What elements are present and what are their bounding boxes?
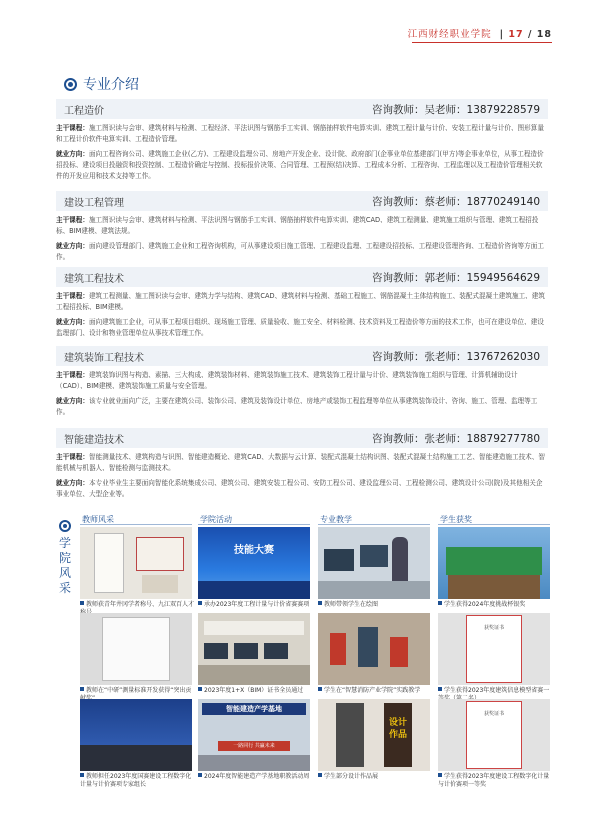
photo-caption: 学生获得2024年度挑战杯银奖 [438,601,552,609]
major-core-courses: 主干课程：建筑工程测量、施工图识读与会审、建筑力学与结构、建筑CAD、建筑材料与检测、基础工程施工、钢筋混凝土主体结构施工、装配式混凝土建筑施工、建筑工程招投标、BIM建模。 [56,292,545,311]
photo-challenge-cup [438,527,550,599]
photo-bim-certificate [438,613,550,685]
major-name: 智能建造技术 [64,434,124,446]
photo-bim-classroom [198,613,310,685]
photo-skills-competition [198,527,310,599]
photo-banner-text: 智能建造产学基地 [202,703,306,715]
major-career: 就业方向：面向工程咨询公司、建筑施工企业(乙方)、工程建设监理公司、房地产开发企业、设计院、政府部门(企事业单位基建部门(甲方)等企事业单位，从事工程造价招投标、建设项目投融资和投资控制、工程造价确定与控制、投标报价决策、合同管理、工程预(结)决算、工程成本分析、工程咨询、工程监理以及工程造价管理相关软件的开发应用和技术支持等工作。 [56,150,544,180]
major-contact: 咨询教师：郭老师：15949564629 [372,271,540,284]
square-bullet-icon [438,773,442,777]
gallery-column-title: 教师风采 [82,515,114,524]
gallery-label [58,520,72,596]
photo-caption: 承办2023年度工程计量与计价省赛赛项 [198,601,312,609]
photo-design-works [318,699,430,771]
major-core-courses: 主干课程：智能测量技术、建筑构造与识图、智能建造概论、建筑CAD、大数据与云计算、装配式混凝土结构识图、装配式混凝土结构施工工艺、智能建造施工技术、智能机械与机器人、智能检测与监测技术。 [56,453,545,472]
square-bullet-icon [80,687,84,691]
major-name: 工程造价 [64,105,104,117]
major-name: 建设工程管理 [64,197,124,209]
column-rule [318,524,430,525]
square-bullet-icon [80,601,84,605]
circle-bullet-icon [64,78,77,91]
major-block [56,346,548,418]
photo-pricing-certificate [438,699,550,771]
square-bullet-icon [318,773,322,777]
square-bullet-icon [318,601,322,605]
photo-caption: 2024年度智能建造产学基地职教活动周 [198,773,312,781]
major-contact: 咨询教师：张老师：13767262030 [372,350,540,363]
photo-caption: 教师在“中研”测量标准开发获得“突出贡 [80,687,194,703]
square-bullet-icon [80,773,84,777]
photo-caption: 教师带领学生在绘图 [318,601,432,609]
photo-teacher-award [80,613,192,685]
gallery-label-text: 学院风采 [58,536,71,595]
major-header-bar [56,267,548,287]
major-block [56,267,548,339]
major-header-bar [56,346,548,366]
column-rule [198,524,310,525]
square-bullet-icon [438,601,442,605]
photo-teacher-certificates [80,527,192,599]
circle-bullet-icon [59,520,71,532]
photo-ribbon-text: 一路同行 共赢未来 [218,741,290,751]
gallery-column-title: 学院活动 [200,515,232,524]
square-bullet-icon [318,687,322,691]
gallery-column-title: 专业教学 [320,515,352,524]
certificate-title: 获奖证书 [466,615,522,683]
column-rule [438,524,550,525]
page-number: | 17 / 18 [499,29,552,40]
photo-caption: 教师担任2023年度国赛建设工程数字化计量与计价赛项专家组长 [80,773,192,788]
major-career: 就业方向：该专业就业面向广泛，主要在建筑公司、装饰公司、建筑及装饰设计单位、房地产或装饰工程监理等单位从事建筑装饰设计、咨询、施工、管理、监理等工作。 [56,397,538,416]
photo-caption: 学生获得2023年度建筑信息模型省赛一 [438,687,552,703]
header-rule [412,42,552,43]
major-career: 就业方向：面向建设管理部门、建筑施工企业和工程咨询机构，可从事建设项目施工管理、工程建设监理、工程建设招投标、工程建设管理咨询、工程造价咨询等方面工作。 [56,242,544,261]
major-core-courses: 主干课程：施工图识读与会审、建筑材料与检测、工程经济、平法识图与钢筋手工实训、钢筋抽样软件电算实训、建筑工程计量与计价、安装工程计量与计价、图形算量和工程计价软件电算实训、工程造价管理。 [56,124,544,143]
column-rule [80,524,192,525]
photo-teaching-drawing [318,527,430,599]
major-core-courses: 主干课程：建筑装饰识图与构造、素描、三大构成、建筑装饰材料、建筑装饰施工技术、建筑装饰工程计量与计价、建筑装饰施工组织与管理、计算机辅助设计（CAD）、BIM建模、建筑装饰施工质量与安全管理。 [56,371,518,390]
square-bullet-icon [198,601,202,605]
section-title [64,74,139,94]
gallery-column-title: 学生获奖 [440,515,472,524]
major-header-bar [56,99,548,119]
major-core-courses: 主干课程：施工图识读与会审、建筑材料与检测、平法识图与钢筋手工实训、钢筋抽样软件电算实训、建筑CAD、建筑工程测量、建筑施工组织与管理、建筑工程招投标、BIM建模、建筑法规。 [56,216,539,235]
square-bullet-icon [438,687,442,691]
photo-banner-text: 技能大赛 [234,545,274,556]
major-header-bar [56,191,548,211]
header-text [408,26,552,40]
major-name: 建筑工程技术 [64,273,124,285]
major-contact: 咨询教师：吴老师：13879228579 [372,103,540,116]
major-career: 就业方向：本专业毕业生主要面向智能化系统集成公司、建筑公司、建筑安装工程公司、安防工程公司、建设监理公司、工程检测公司、建筑设计公司(院)及其他相关企事业单位、大型企业等。 [56,479,543,498]
photo-caption: 学生在“智慧消防产业学院”实践教学 [318,687,432,695]
square-bullet-icon [198,773,202,777]
major-career: 就业方向：面向建筑施工企业，可从事工程项目组织、现场施工管理、质量验收、施工安全、材料检测、技术资料及工程造价等方面的技术工作，也可在建设单位、建设监理部门、设计和物业管理单位从事技术管理工作。 [56,318,544,337]
major-contact: 咨询教师：蔡老师：18770249140 [372,195,540,208]
photo-national-contest [80,699,192,771]
major-block [56,191,548,263]
major-contact: 咨询教师：张老师：18879277780 [372,432,540,445]
photo-caption: 2023年度1+X（BIM）证书全员通过 [198,687,312,695]
photo-caption: 教师获青年井冈学者称号、九江双百人才 [80,601,194,617]
major-block [56,99,548,182]
school-name: 江西财经职业学院 [407,29,492,40]
major-header-bar [56,428,548,448]
photo-smart-construction-base [198,699,310,771]
photo-caption: 学生部分设计作品展 [318,773,432,781]
section-title-text: 专业介绍 [83,77,139,93]
certificate-title: 获奖证书 [466,701,522,769]
major-name: 建筑装饰工程技术 [64,352,144,364]
photo-fire-practice [318,613,430,685]
major-block [56,428,548,500]
square-bullet-icon [198,687,202,691]
design-poster: 设计 作品 [384,703,412,767]
photo-caption: 学生获得2023年度建设工程数字化计量与计价赛项一等奖 [438,773,550,788]
